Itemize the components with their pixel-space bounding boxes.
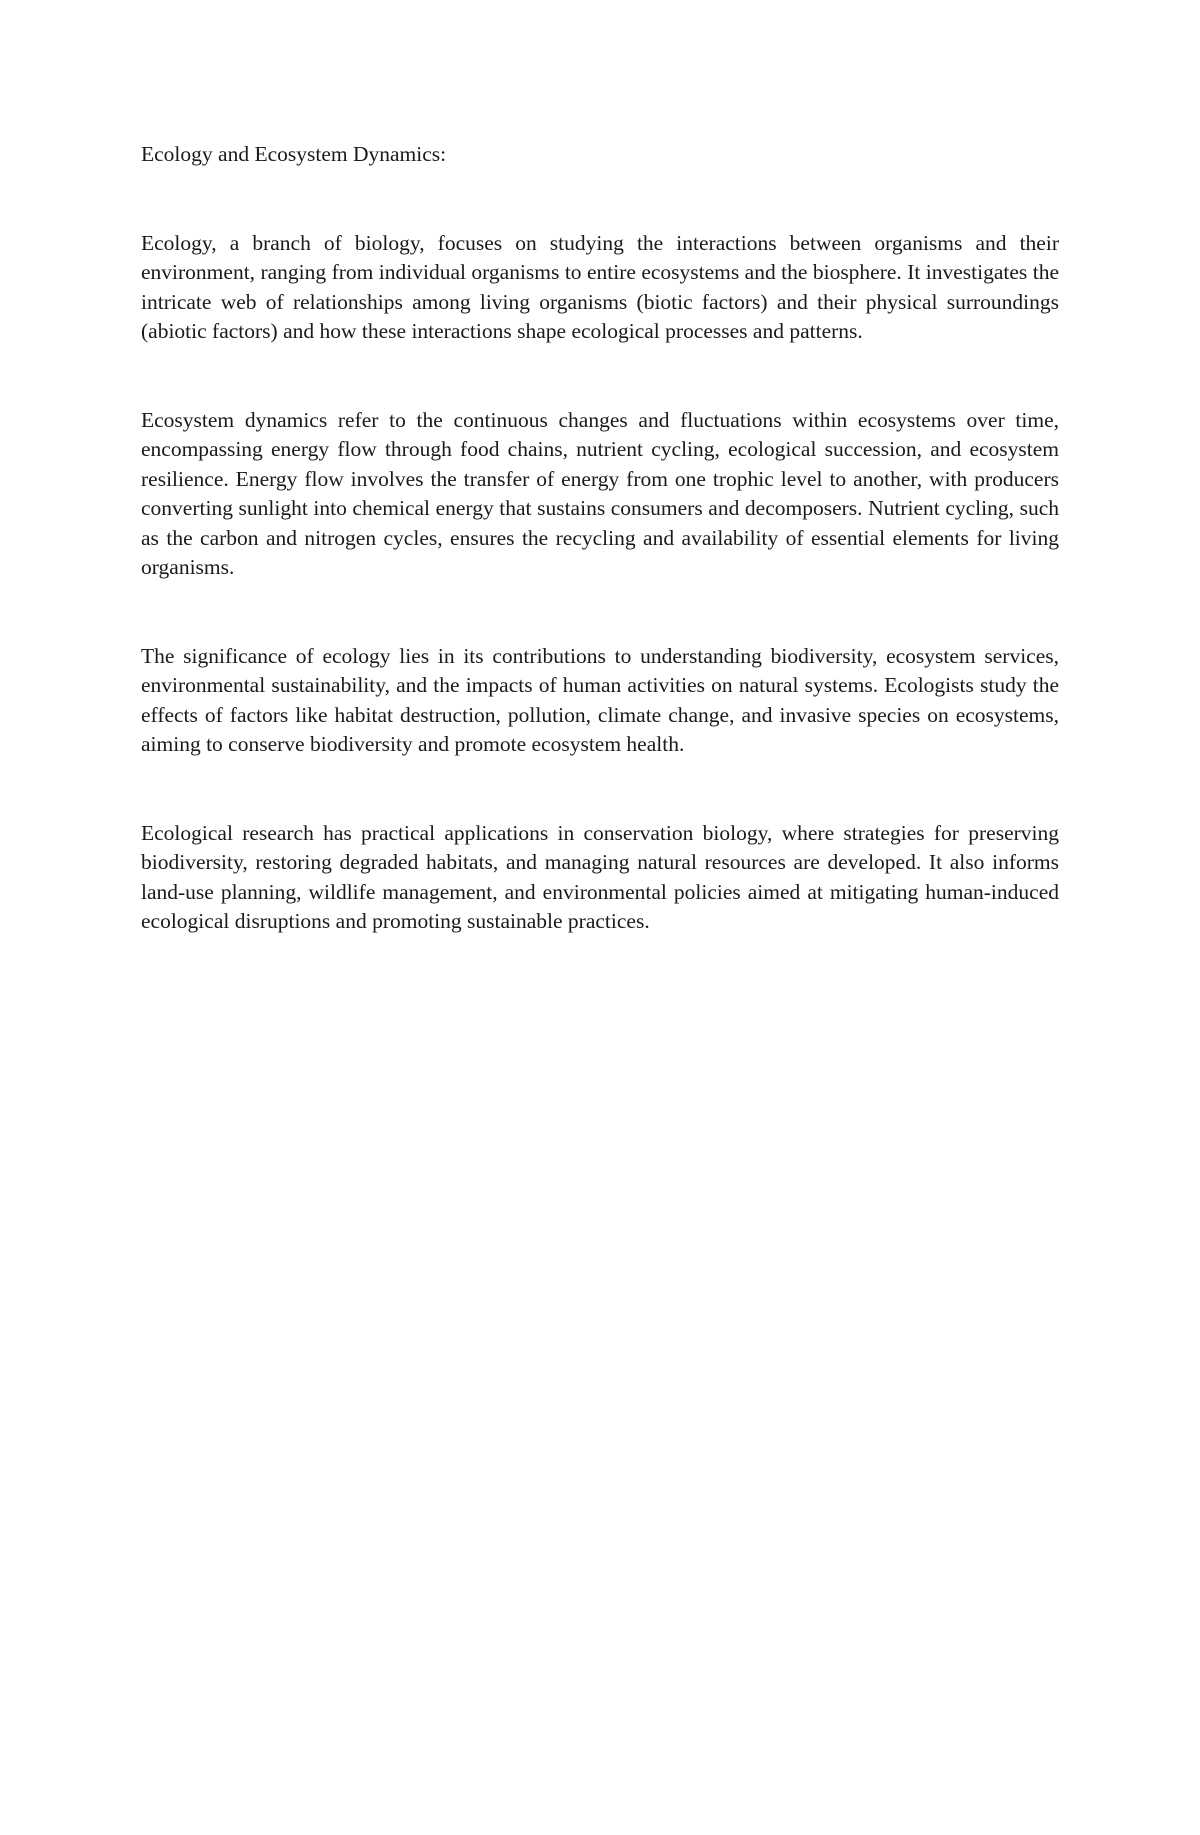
paragraph-ecosystem-dynamics: Ecosystem dynamics refer to the continuous changes and fluctuations within ecosystems over time, encompassing energy flow through food chains, nutrient cycling, ecological succession, and ecosystem resilience. Energy flow involves the transfer of energy from one trophic level to another, with producers converting sunlight into chemical energy that sustains consumers and decomposers. Nutrient cycling, such as the carbon and nitrogen cycles, ensures the recycling and availability of essential elements for living organisms. bbox=[141, 407, 1059, 579]
paragraph-significance: The significance of ecology lies in its contributions to understanding biodiversity, ecosystem services, environmental sustainability, and the impacts of human activities on natural systems. Ecologists study the effects of factors like habitat destruction, pollution, climate change, and invasive species on ecosystems, aiming to conserve biodiversity and promote ecosystem health. bbox=[141, 643, 1059, 756]
paragraph-applications: Ecological research has practical applications in conservation biology, where strategies for preserving biodiversity, restoring degraded habitats, and managing natural resources are developed. It also informs land-use planning, wildlife management, and environmental policies aimed at mitigating human-induced ecological disruptions and promoting sustainable practices. bbox=[141, 820, 1059, 933]
document-title: Ecology and Ecosystem Dynamics: bbox=[141, 142, 447, 166]
document-body bbox=[141, 140, 1059, 937]
paragraph-ecology-definition: Ecology, a branch of biology, focuses on studying the interactions between organisms and their environment, ranging from individual organisms to entire ecosystems and the biosphere. It investigates the intricate web of relationships among living organisms (biotic factors) and their physical surroundings (abiotic factors) and how these interactions shape ecological processes and patterns. bbox=[141, 230, 1059, 343]
